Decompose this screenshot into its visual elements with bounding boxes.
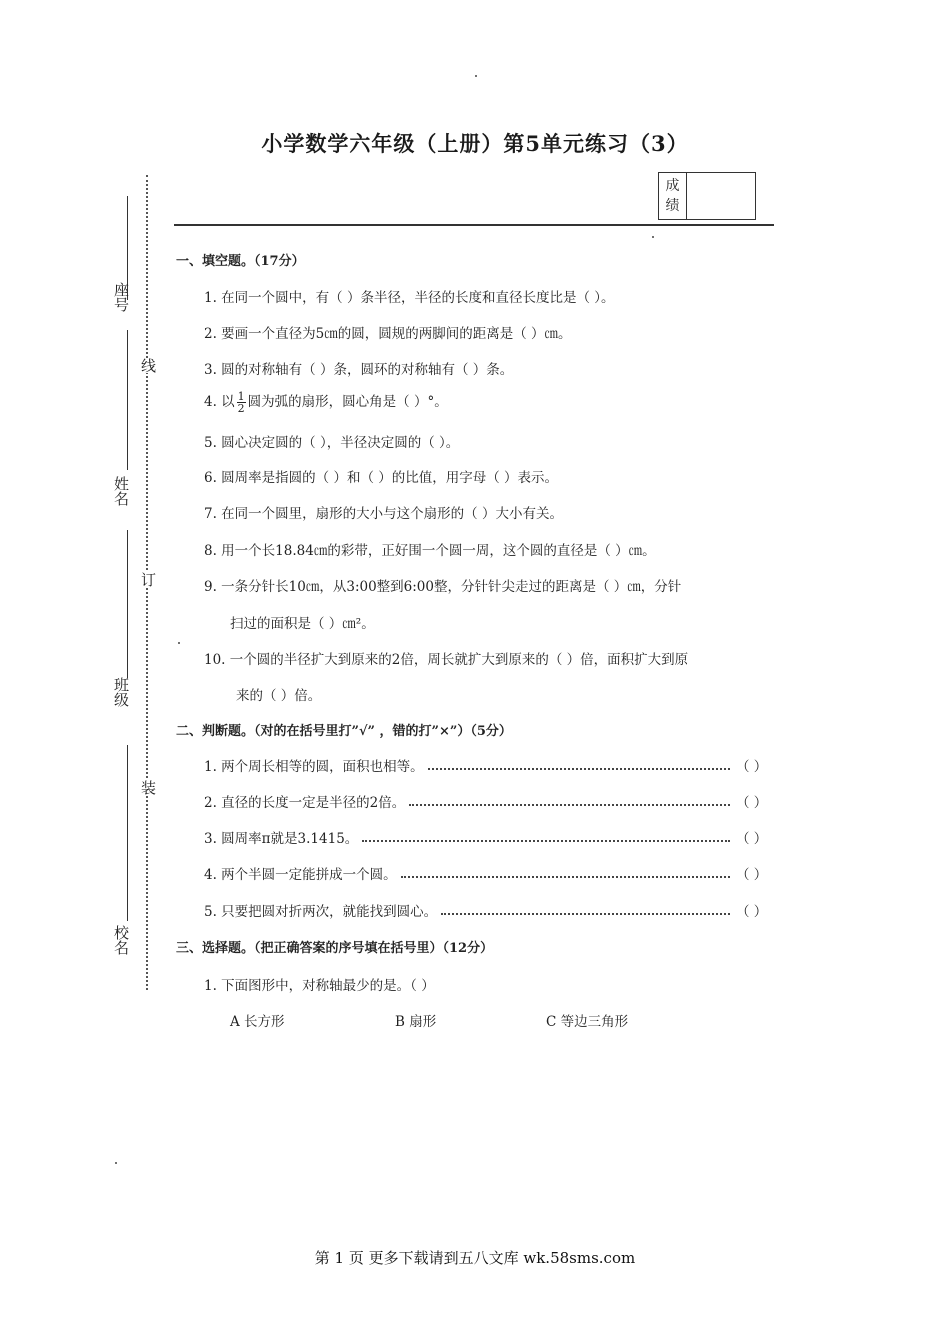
- s1-q5: 5. 圆心决定圆的（ ），半径决定圆的（ ）。: [204, 435, 460, 451]
- fraction-one-half: [237, 391, 246, 414]
- fraction-numerator: 1: [237, 390, 245, 403]
- binding-char-bind: 装: [139, 780, 157, 795]
- page-title: 小学数学六年级（上册）第5单元练习（3）: [261, 131, 689, 156]
- s2-item-4: [204, 863, 734, 883]
- s1-q10-line1: 10. 一个圆的半径扩大到原来的2倍，周长就扩大到原来的（ ）倍，面积扩大到原: [204, 652, 689, 668]
- s2-answer-paren-2[interactable]: （ ）: [736, 795, 768, 811]
- s2-answer-paren-3[interactable]: （ ）: [736, 831, 768, 847]
- binding-char-order: 订: [139, 572, 157, 587]
- s1-q7: 7. 在同一个圆里，扇形的大小与这个扇形的（ ）大小有关。: [204, 506, 563, 522]
- s2-answer-paren-1[interactable]: （ ）: [736, 759, 768, 775]
- name-label: 姓名: [112, 476, 130, 506]
- class-field-line[interactable]: [127, 530, 128, 678]
- s2-item-text: 2. 直径的长度一定是半径的2倍。: [204, 795, 406, 811]
- s1-q4-suffix: 圆为弧的扇形，圆心角是（ ）°。: [247, 394, 448, 410]
- s3-q1: 1. 下面图形中，对称轴最少的是。（ ）: [204, 978, 435, 994]
- leader-dots: [441, 900, 730, 915]
- s2-item-text: 1. 两个周长相等的圆，面积也相等。: [204, 759, 424, 775]
- seat-label: 座号: [112, 282, 130, 312]
- s1-q4-prefix: 4. 以: [204, 394, 235, 410]
- class-label: 班级: [112, 677, 130, 707]
- header-rule: [174, 224, 774, 226]
- s1-q3: 3. 圆的对称轴有（ ）条，圆环的对称轴有（ ）条。: [204, 362, 514, 378]
- section3-heading: 三、选择题。（把正确答案的序号填在括号里）（12分）: [176, 941, 494, 956]
- scan-speck: [652, 236, 654, 238]
- s1-q2: 2. 要画一个直径为5㎝的圆，圆规的两脚间的距离是（ ）㎝。: [204, 326, 572, 342]
- school-label: 校名: [112, 925, 130, 955]
- score-field[interactable]: [687, 173, 755, 219]
- leader-dots: [409, 791, 730, 806]
- s2-item-2: [204, 791, 734, 811]
- s2-item-text: 5. 只要把圆对折两次，就能找到圆心。: [204, 904, 438, 920]
- binding-char-line: 线: [139, 358, 157, 373]
- s2-item-3: [204, 827, 734, 847]
- score-label-char-1: 成: [665, 178, 680, 194]
- s1-q1: 1. 在同一个圆中，有（ ）条半径，半径的长度和直径长度比是（ ）。: [204, 290, 615, 306]
- scan-speck: [178, 642, 180, 644]
- fraction-denominator: 2: [237, 402, 245, 415]
- section1-heading: 一、填空题。（17分）: [176, 254, 305, 269]
- s2-item-text: 3. 圆周率π就是3.1415。: [204, 831, 359, 847]
- leader-dots: [428, 755, 730, 770]
- school-field-line[interactable]: [127, 745, 128, 921]
- s3-q1-option-c: C 等边三角形: [546, 1014, 629, 1030]
- s1-q9-line1: 9. 一条分针长10㎝，从3:00整到6:00整，分针针尖走过的距离是（ ）㎝，分针: [204, 579, 682, 595]
- section2-heading: 二、判断题。（对的在括号里打”√” ，错的打”×”）（5分）: [176, 724, 512, 739]
- s1-q8: 8. 用一个长18.84㎝的彩带，正好围一个圆一周，这个圆的直径是（ ）㎝。: [204, 543, 656, 559]
- s1-q4: [204, 390, 448, 414]
- scan-speck: [115, 1162, 117, 1164]
- score-label: [659, 173, 687, 219]
- s2-answer-paren-4[interactable]: （ ）: [736, 867, 768, 883]
- s2-item-text: 4. 两个半圆一定能拼成一个圆。: [204, 867, 397, 883]
- s3-q1-option-b: B 扇形: [395, 1014, 437, 1030]
- leader-dots: [362, 827, 730, 842]
- scan-speck: [475, 75, 477, 77]
- s2-answer-paren-5[interactable]: （ ）: [736, 904, 768, 920]
- s3-q1-option-a: A 长方形: [230, 1014, 285, 1030]
- s1-q6: 6. 圆周率是指圆的（ ）和（ ）的比值，用字母（ ）表示。: [204, 470, 559, 486]
- s1-q10-line2: 来的（ ）倍。: [236, 688, 322, 704]
- s2-item-5: [204, 900, 734, 920]
- leader-dots: [401, 863, 730, 878]
- page-footer: 第 1 页 更多下载请到五八文库 wk.58sms.com: [314, 1249, 636, 1267]
- score-label-char-2: 绩: [665, 198, 680, 214]
- name-field-line[interactable]: [127, 330, 128, 470]
- score-box: [658, 172, 756, 220]
- s1-q9-line2: 扫过的面积是（ ）㎝²。: [230, 616, 375, 632]
- s2-item-1: [204, 755, 734, 775]
